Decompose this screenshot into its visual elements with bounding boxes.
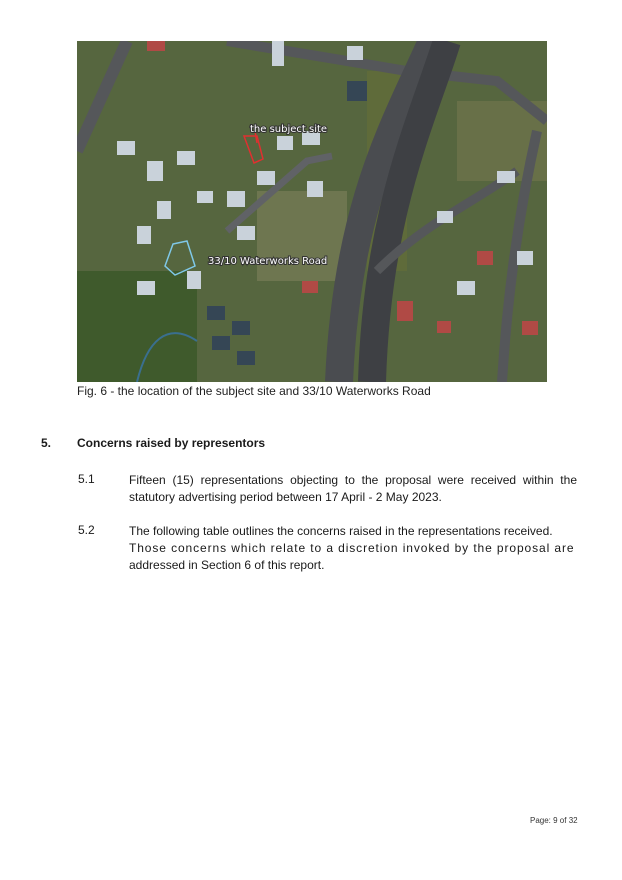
paragraph-number: 5.2	[78, 523, 95, 537]
map-label-subject-site: the subject site	[250, 124, 328, 135]
map-label-waterworks: 33/10 Waterworks Road	[208, 256, 328, 267]
paragraph-line: The following table outlines the concerns raised in the representations received.	[129, 524, 553, 538]
paragraph-line: Those concerns which relate to a discretion invoked by the proposal are	[129, 541, 575, 555]
section-number: 5.	[41, 436, 52, 450]
section-heading: Concerns raised by representors	[77, 436, 266, 450]
aerial-map-figure	[77, 41, 547, 382]
paragraph-line: addressed in Section 6 of this report.	[129, 558, 325, 572]
page-number: Page: 9 of 32	[530, 816, 578, 825]
paragraph-number: 5.1	[78, 472, 95, 486]
figure-caption: Fig. 6 - the location of the subject site and 33/10 Waterworks Road	[77, 384, 431, 398]
paragraph-text: Fifteen (15) representations objecting to the proposal were received within the statutory advertising period between 17 April - 2 May 2023.	[129, 473, 577, 504]
paragraph-text	[129, 523, 577, 574]
aerial-photo	[77, 41, 547, 382]
